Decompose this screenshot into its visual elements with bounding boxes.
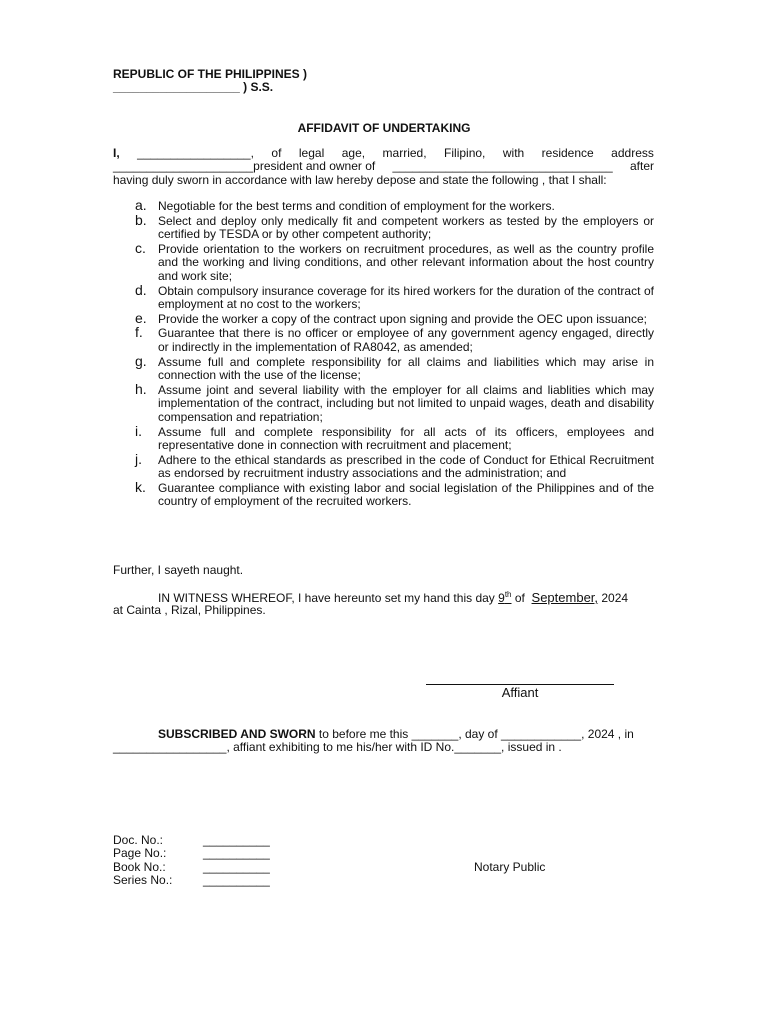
list-item-text: Obtain compulsory insurance coverage for its hired workers for the duration of the contract of employment at no cost to the workers;	[158, 283, 654, 312]
list-item-text: Select and deploy only medically fit and competent workers as tested by the employers or certified by TESDA or by other competent authority;	[158, 213, 654, 242]
header-republic: REPUBLIC OF THE PHILIPPINES )	[113, 67, 308, 81]
intro-line-3: having duly sworn in accordance with law hereby depose and state the following , that I shall:	[113, 173, 607, 187]
list-marker: a.	[135, 197, 147, 213]
intro-position-text: _____________________president and owner of	[113, 159, 376, 173]
list-item	[113, 478, 654, 509]
list-marker: d.	[135, 281, 147, 298]
list-marker: b.	[135, 211, 147, 228]
notarial-label: Doc. No.:	[113, 833, 164, 847]
witness-day	[498, 591, 511, 605]
list-marker: h.	[135, 380, 147, 397]
witness-month: September,	[531, 590, 599, 605]
document-title: AFFIDAVIT OF UNDERTAKING	[297, 121, 471, 135]
intro-word: address	[611, 146, 654, 160]
list-item	[113, 352, 654, 383]
list-item-text: Guarantee that there is no officer or employee of any government agency engaged, directly or indirectly in the implementation of RA8042, as amended;	[158, 326, 654, 354]
intro-word: I,	[113, 146, 120, 160]
witness-day-number: 9	[498, 591, 505, 605]
notarial-blank: __________	[203, 846, 270, 860]
list-item	[113, 211, 654, 242]
witness-prefix: IN WITNESS WHEREOF, I have hereunto set my hand this day	[158, 591, 495, 605]
list-item-text: Assume joint and several liability with the employer for all claims and liablities which may implementation of the contract, including but not limited to unpaid wages, death and disability compensation and repatriation;	[158, 382, 654, 424]
list-item	[113, 422, 654, 453]
list-marker: c.	[135, 239, 146, 256]
notarial-label: Page No.:	[113, 846, 167, 860]
further-statement: Further, I sayeth naught.	[113, 563, 244, 577]
notarial-label: Book No.:	[113, 860, 166, 874]
list-marker: i.	[135, 422, 142, 439]
witness-day-suffix: th	[504, 590, 512, 599]
intro-word: married,	[382, 146, 427, 160]
list-marker: g.	[135, 352, 147, 369]
list-marker: k.	[135, 478, 146, 495]
list-item-text: Assume full and complete responsibility for all claims and liabilities which may arise in connection with the use of the license;	[158, 354, 654, 383]
witness-line-2: at Cainta , Rizal, Philippines.	[113, 603, 266, 617]
list-item	[113, 239, 654, 284]
intro-word: of	[271, 146, 282, 160]
list-item	[113, 324, 654, 354]
list-item-text: Guarantee compliance with existing labor and social legislation of the Philippines and of the country of employment of the recruited workers.	[158, 480, 654, 509]
notarial-blank: __________	[203, 860, 270, 874]
header-venue-ss: ___________________ ) S.S.	[113, 80, 274, 94]
notarial-blank: __________	[203, 833, 270, 847]
notary-public-label: Notary Public	[474, 860, 546, 874]
intro-name-blank: _________________,	[137, 146, 254, 160]
intro-word: Filipino,	[444, 146, 486, 160]
intro-word: residence	[541, 146, 594, 160]
list-item	[113, 380, 654, 425]
intro-word: age,	[341, 146, 366, 160]
list-item-text: Negotiable for the best terms and condition of employment for the workers.	[158, 199, 555, 213]
list-item-text: Provide the worker a copy of the contract upon signing and provide the OEC upon issuance;	[158, 311, 647, 326]
list-item-text: Provide orientation to the workers on recruitment procedures, as well as the country profile and the working and living conditions, and other relevant information about the host country and work site;	[158, 241, 654, 283]
intro-word: with	[502, 146, 525, 160]
list-item	[113, 281, 654, 312]
intro-after: after	[629, 159, 654, 173]
jurat-bold: SUBSCRIBED AND SWORN	[158, 727, 316, 741]
list-item-text: Assume full and complete responsibility for all acts of its officers, employees and representative done in connection with recruitment and placement;	[158, 424, 654, 453]
list-item	[113, 197, 654, 214]
jurat-rest: to before me this _______, day of ____________, 2024 , in	[315, 727, 634, 741]
list-item	[113, 309, 654, 327]
intro-company-blank: _________________________________	[392, 159, 613, 173]
witness-year: 2024	[601, 591, 629, 605]
list-marker: f.	[135, 324, 143, 341]
intro-line-2	[113, 160, 654, 174]
affiant-label: Affiant	[501, 685, 539, 700]
notarial-blank: __________	[203, 873, 270, 887]
list-item	[113, 450, 654, 481]
list-marker: e.	[135, 309, 147, 326]
jurat-line-2: _________________, affiant exhibiting to me his/her with ID No._______, issued in .	[113, 740, 562, 754]
intro-word: legal	[298, 146, 325, 160]
notarial-label: Series No.:	[113, 873, 173, 887]
undertakings-list	[113, 197, 654, 509]
list-item-text: Adhere to the ethical standards as prescribed in the code of Conduct for Ethical Recruitment as endorsed by recruitment industry associations and the administration; and	[158, 452, 654, 481]
list-marker: j.	[135, 450, 142, 467]
witness-of: of	[514, 591, 525, 605]
